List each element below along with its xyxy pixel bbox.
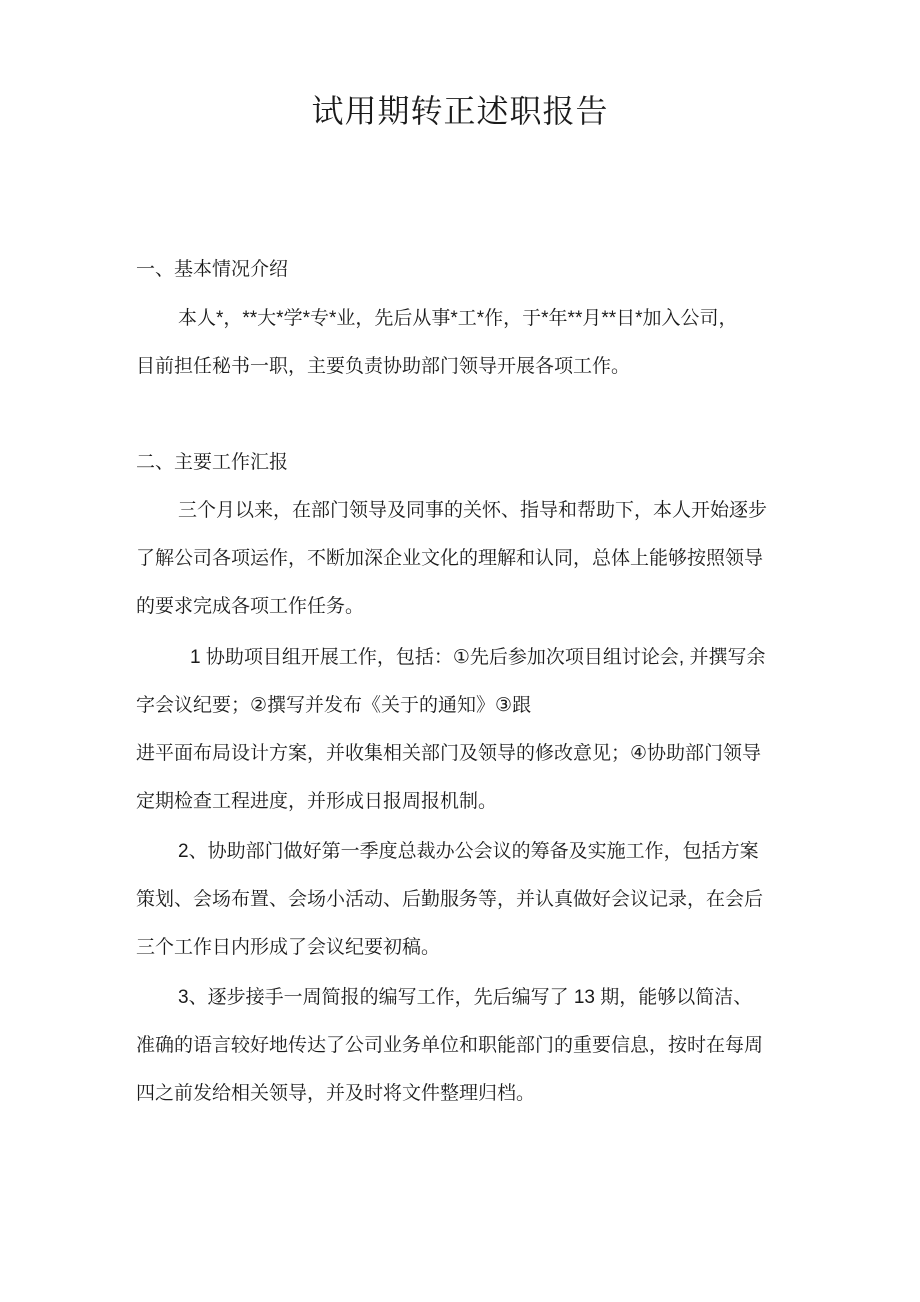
section-heading: 一、基本情况介绍 <box>136 259 289 280</box>
paragraph-line: 字会议纪要；②撰写并发布《关于的通知》③跟 <box>136 695 532 716</box>
section-heading: 二、主要工作汇报 <box>136 452 289 473</box>
document-title: 试用期转正述职报告 <box>311 93 609 129</box>
paragraph-line: 的要求完成各项工作任务。 <box>136 596 365 617</box>
paragraph-line: 进平面布局设计方案，并收集相关部门及领导的修改意见；④协助部门领导 <box>136 743 762 764</box>
paragraph-line: 四之前发给相关领导，并及时将文件整理归档。 <box>136 1083 536 1104</box>
paragraph-line: 了解公司各项运作，不断加深企业文化的理解和认同，总体上能够按照领导 <box>136 548 764 569</box>
paragraph-line: 三个工作日内形成了会议纪要初稿。 <box>136 937 441 958</box>
paragraph-line: 定期检查工程进度，并形成日报周报机制。 <box>136 791 498 812</box>
paragraph-line: 3、逐步接手一周简报的编写工作，先后编写了 13 期，能够以简洁、 <box>178 987 753 1008</box>
paragraph-line: 三个月以来，在部门领导及同事的关怀、指导和帮助下，本人开始逐步 <box>178 500 768 521</box>
paragraph-line: 1 协助项目组开展工作，包括：①先后参加次项目组讨论会, 并撰写余 <box>190 647 766 668</box>
paragraph-line: 准确的语言较好地传达了公司业务单位和职能部门的重要信息，按时在每周 <box>136 1035 764 1056</box>
paragraph-line: 目前担任秘书一职，主要负责协助部门领导开展各项工作。 <box>136 356 631 377</box>
paragraph-line: 策划、会场布置、会场小活动、后勤服务等，并认真做好会议记录，在会后 <box>136 889 764 910</box>
paragraph-line: 2、协助部门做好第一季度总裁办公会议的筹备及实施工作，包括方案 <box>178 841 759 862</box>
paragraph-line: 本人*，**大*学*专*业，先后从事*工*作，于*年**月**日*加入公司， <box>178 308 738 329</box>
